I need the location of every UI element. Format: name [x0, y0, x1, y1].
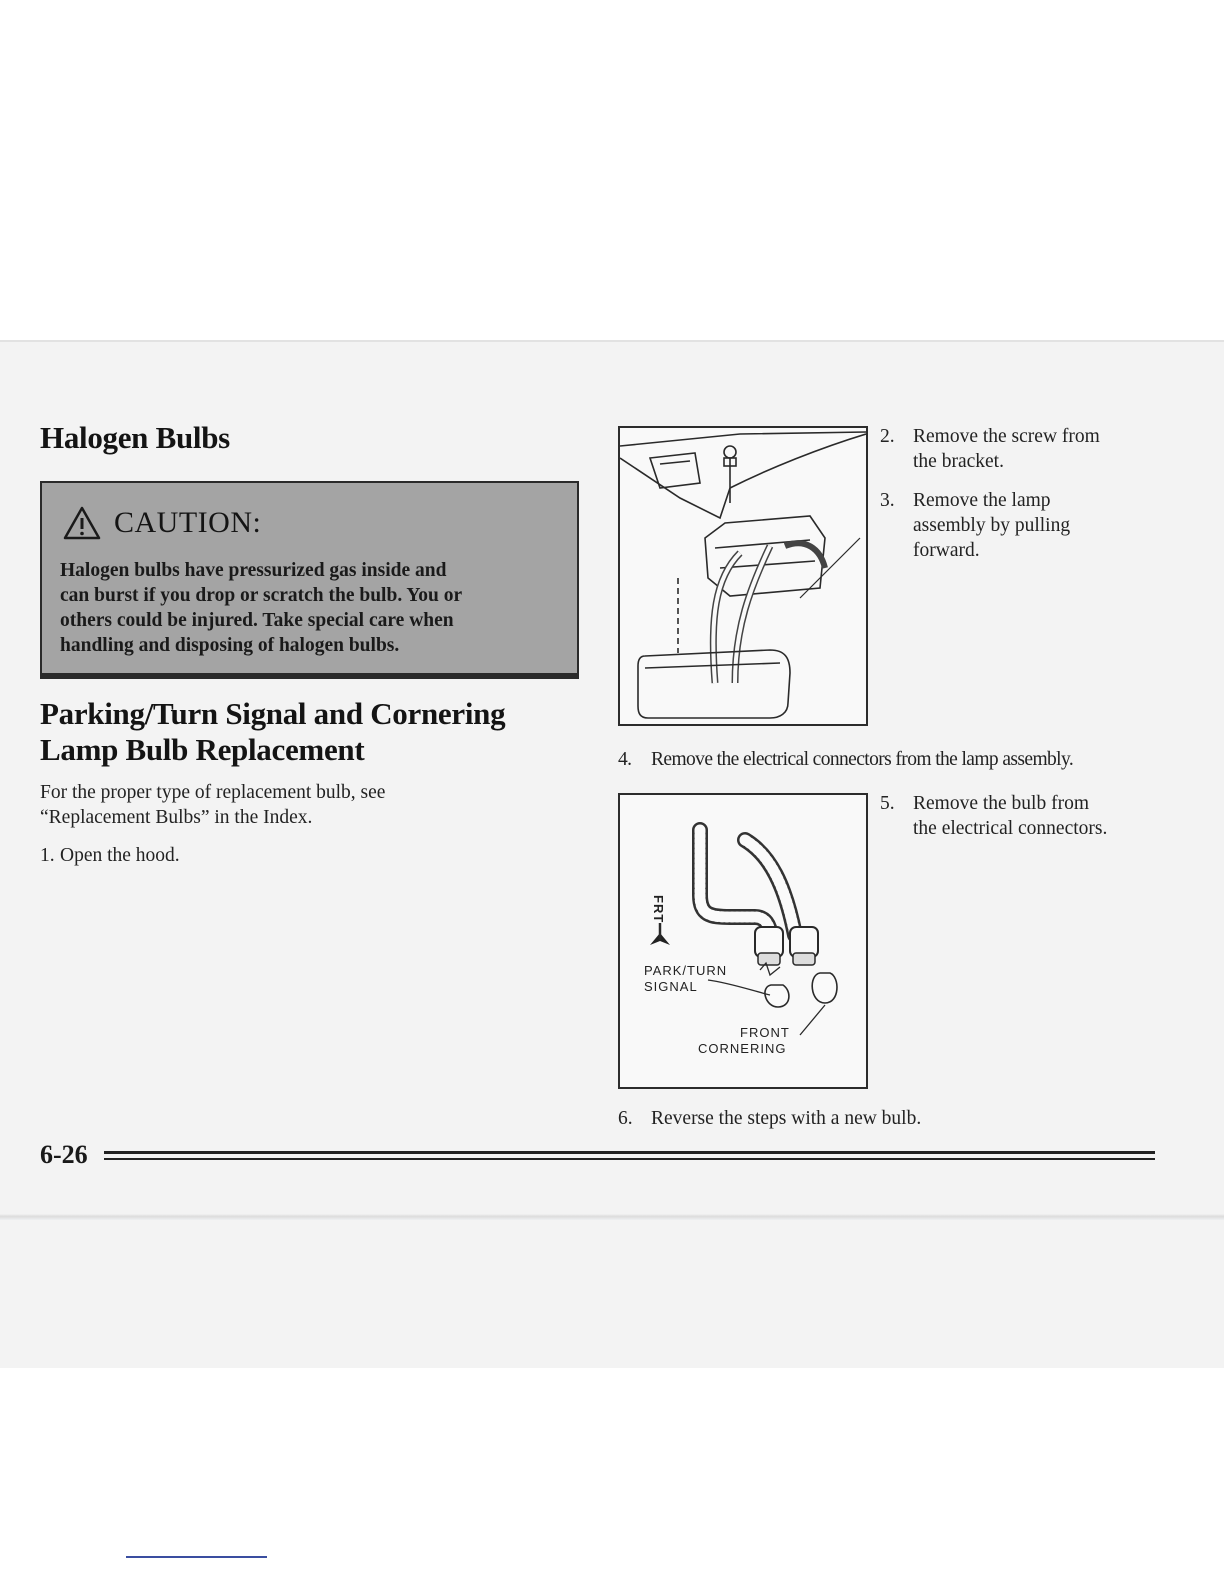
intro-line: “Replacement Bulbs” in the Index.	[40, 807, 313, 828]
scan-bottom-edge	[0, 1214, 1224, 1220]
page-number: 6-26	[40, 1140, 88, 1169]
footer-rule-bottom	[104, 1158, 1155, 1160]
caution-box	[40, 481, 579, 679]
step-5	[880, 791, 1180, 841]
step-text: Remove the lamp	[913, 490, 1051, 511]
signal-label: SIGNAL	[644, 979, 698, 994]
step-number: 4.	[618, 749, 632, 770]
step-1	[40, 843, 440, 868]
caution-line: can burst if you drop or scratch the bulb. You or	[60, 585, 463, 606]
step-number: 6.	[618, 1108, 633, 1129]
lamp-assembly-drawing	[620, 428, 866, 724]
step-6	[618, 1106, 1178, 1131]
lamp-assembly-figure	[618, 426, 868, 726]
scan-top-edge	[0, 340, 1224, 342]
step-text: Remove the bulb from	[913, 793, 1090, 814]
frt-label: FRT	[651, 895, 666, 924]
step-text: forward.	[913, 540, 980, 561]
parking-turn-heading	[40, 696, 580, 768]
step-text: Reverse the steps with a new bulb.	[651, 1108, 922, 1129]
front-label: FRONT	[740, 1025, 790, 1040]
step-number: 5.	[880, 793, 895, 814]
step-number: 1.	[40, 845, 55, 866]
caution-text	[60, 558, 565, 658]
step-text: the bracket.	[913, 451, 1004, 472]
caution-title: CAUTION:	[114, 506, 262, 539]
caution-line: handling and disposing of halogen bulbs.	[60, 635, 400, 656]
cornering-label: CORNERING	[698, 1041, 787, 1056]
footer-rule-top	[104, 1151, 1155, 1154]
step-text: Remove the electrical connectors from the lamp assembly.	[651, 749, 1074, 770]
caution-header	[62, 505, 261, 541]
parking-heading-line: Lamp Bulb Replacement	[40, 732, 365, 767]
step-number: 2.	[880, 426, 895, 447]
bottom-underline	[126, 1556, 267, 1558]
caution-line: others could be injured. Take special care when	[60, 610, 454, 631]
parking-heading-line: Parking/Turn Signal and Cornering	[40, 696, 506, 731]
caution-line: Halogen bulbs have pressurized gas inside and	[60, 560, 447, 581]
step-text: the electrical connectors.	[913, 818, 1108, 839]
intro-paragraph	[40, 780, 385, 830]
halogen-bulbs-heading: Halogen Bulbs	[40, 420, 230, 455]
park-turn-label: PARK/TURN	[644, 963, 728, 978]
connectors-drawing	[620, 795, 866, 1087]
connectors-figure	[618, 793, 868, 1089]
step-number: 3.	[880, 490, 895, 511]
step-2	[880, 424, 1180, 474]
step-text: assembly by pulling	[913, 515, 1071, 536]
step-text: Open the hood.	[60, 845, 180, 866]
warning-triangle-icon	[62, 505, 102, 541]
step-4	[618, 747, 1178, 772]
step-text: Remove the screw from	[913, 426, 1100, 447]
intro-line: For the proper type of replacement bulb, see	[40, 782, 386, 803]
step-3	[880, 488, 1180, 563]
